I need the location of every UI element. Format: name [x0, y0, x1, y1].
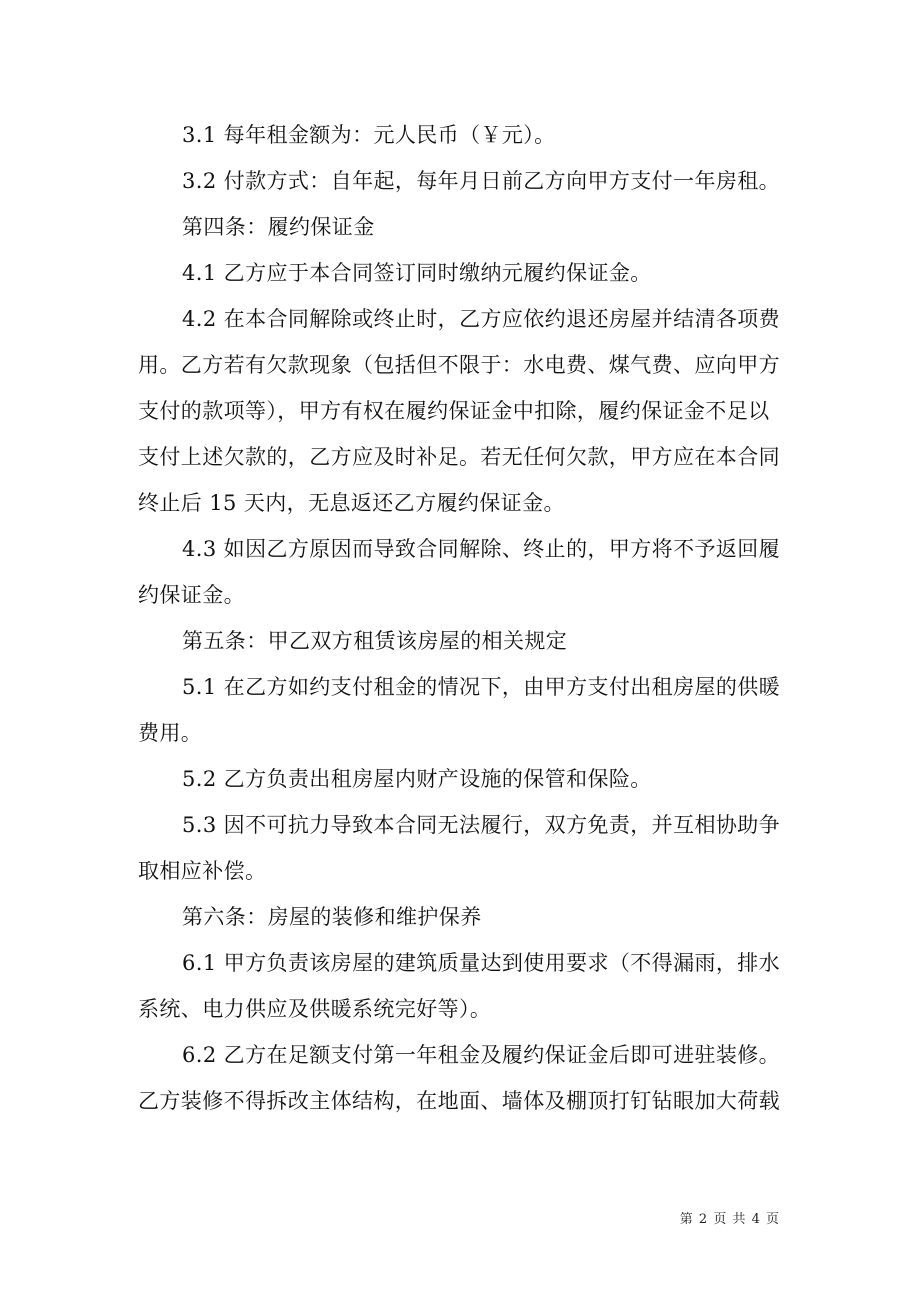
- paragraph: [138, 1032, 802, 1124]
- text-line: 5.3 因不可抗力导致本合同无法履行，双方免责，并互相协助争: [182, 813, 781, 837]
- text-line: 6.1 甲方负责该房屋的建筑质量达到使用要求（不得漏雨，排水: [182, 951, 781, 975]
- paragraph: [138, 158, 802, 204]
- text-line: 5.1 在乙方如约支付租金的情况下，由甲方支付出租房屋的供暖: [182, 675, 781, 699]
- text-line: 用。乙方若有欠款现象（包括但不限于：水电费、煤气费、应向甲方: [138, 353, 780, 377]
- paragraph: [138, 618, 802, 664]
- text-line: 系统、电力供应及供暖系统完好等）。: [138, 997, 492, 1021]
- paragraph: [138, 894, 802, 940]
- text-line: 4.1 乙方应于本合同签订同时缴纳元履约保证金。: [182, 261, 652, 285]
- text-line: 取相应补偿。: [138, 859, 267, 883]
- document-body: [138, 112, 802, 1124]
- paragraph: [138, 526, 802, 618]
- paragraph: [138, 802, 802, 894]
- text-line: 乙方装修不得拆改主体结构，在地面、墙体及棚顶打钉钻眼加大荷载: [138, 1089, 780, 1113]
- text-line: 3.2 付款方式：自年起，每年月日前乙方向甲方支付一年房租。: [182, 169, 781, 193]
- paragraph: [138, 940, 802, 1032]
- text-line: 6.2 乙方在足额支付第一年租金及履约保证金后即可进驻装修。: [182, 1043, 781, 1067]
- text-line: 费用。: [138, 721, 203, 745]
- text-line: 支付上述欠款的，乙方应及时补足。若无任何欠款，甲方应在本合同: [138, 445, 780, 469]
- text-line: 第六条：房屋的装修和维护保养: [182, 905, 482, 929]
- text-line: 第五条：甲乙双方租赁该房屋的相关规定: [182, 629, 568, 653]
- text-line: 4.3 如因乙方原因而导致合同解除、终止的，甲方将不予返回履: [182, 537, 781, 561]
- text-line: 终止后 15 天内，无息返还乙方履约保证金。: [138, 491, 565, 515]
- paragraph: [138, 664, 802, 756]
- text-line: 4.2 在本合同解除或终止时，乙方应依约退还房屋并结清各项费: [182, 307, 781, 331]
- page-number: 第 2 页 共 4 页: [679, 1212, 780, 1227]
- text-line: 约保证金。: [138, 583, 245, 607]
- paragraph: [138, 250, 802, 296]
- text-line: 5.2 乙方负责出租房屋内财产设施的保管和保险。: [182, 767, 652, 791]
- paragraph: [138, 296, 802, 526]
- text-line: 支付的款项等），甲方有权在履约保证金中扣除，履约保证金不足以: [138, 399, 770, 423]
- paragraph: [138, 756, 802, 802]
- text-line: 第四条：履约保证金: [182, 215, 375, 239]
- text-line: 3.1 每年租金额为：元人民币（￥元）。: [182, 123, 556, 147]
- paragraph: [138, 204, 802, 250]
- paragraph: [138, 112, 802, 158]
